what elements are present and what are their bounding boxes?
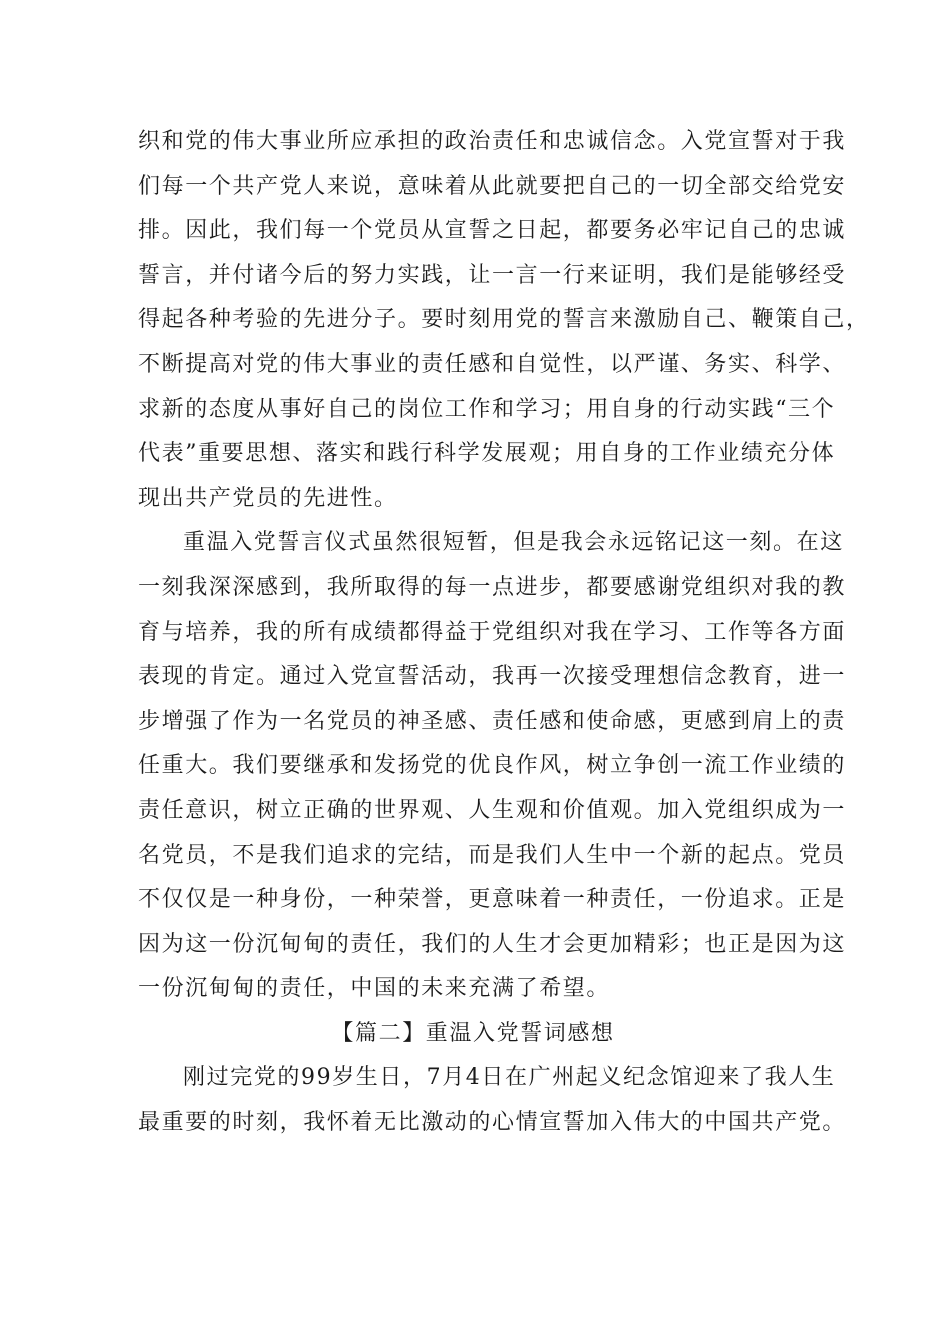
text-line: 名党员，不是我们追求的完结，而是我们人生中一个新的起点。党员: [138, 842, 847, 868]
text-line: 求新的态度从事好自己的岗位工作和学习；用自身的行动实践“三个: [138, 396, 836, 422]
text-line: 重温入党誓言仪式虽然很短暂，但是我会永远铭记这一刻。在这: [183, 530, 844, 556]
text-line: 现出共产党员的先进性。: [138, 485, 398, 511]
text-line: 织和党的伟大事业所应承担的政治责任和忠诚信念。入党宣誓对于我: [138, 129, 847, 154]
paragraph-2: [138, 521, 847, 1012]
text-line: 一份沉甸甸的责任，中国的未来充满了希望。: [138, 976, 611, 1002]
text-line: 责任意识，树立正确的世界观、人生观和价值观。加入党组织成为一: [138, 797, 847, 823]
section-heading: 【篇二】重温入党誓词感想: [331, 1020, 615, 1046]
text-line: 任重大。我们要继承和发扬党的优良作风，树立争创一流工作业绩的: [138, 753, 847, 779]
text-line: 因为这一份沉甸甸的责任，我们的人生才会更加精彩；也正是因为这: [138, 931, 847, 957]
text-line: 不仅仅是一种身份，一种荣誉，更意味着一种责任，一份追求。正是: [138, 887, 847, 913]
text-line: 排。因此，我们每一个党员从宣誓之日起，都要务必牢记自己的忠诚: [138, 218, 847, 244]
text-line: 刚过完党的99岁生日，7月4日在广州起义纪念馆迎来了我人生: [183, 1065, 836, 1091]
text-line: 们每一个共产党人来说，意味着从此就要把自己的一切全部交给党安: [138, 173, 847, 199]
text-line: 不断提高对党的伟大事业的责任感和自觉性，以严谨、务实、科学、: [138, 351, 847, 377]
text-line: 得起各种考验的先进分子。要时刻用党的誓言来激励自己、鞭策自己，: [138, 307, 870, 333]
paragraph-1: [138, 120, 870, 521]
document-body: [138, 120, 870, 1146]
text-line: 誓言，并付诸今后的努力实践，让一言一行来证明，我们是能够经受: [138, 262, 847, 288]
text-line: 最重要的时刻，我怀着无比激动的心情宣誓加入伟大的中国共产党。: [138, 1110, 847, 1136]
text-line: 表现的肯定。通过入党宣誓活动，我再一次接受理想信念教育，进一: [138, 664, 847, 690]
text-line: 育与培养，我的所有成绩都得益于党组织对我在学习、工作等各方面: [138, 619, 847, 645]
text-line: 代表”重要思想、落实和践行科学发展观；用自身的工作业绩充分体: [138, 441, 836, 467]
text-line: 一刻我深深感到，我所取得的每一点进步，都要感谢党组织对我的教: [138, 574, 847, 600]
paragraph-3: [138, 1056, 847, 1145]
text-line: 步增强了作为一名党员的神圣感、责任感和使命感，更感到肩上的责: [138, 708, 847, 734]
